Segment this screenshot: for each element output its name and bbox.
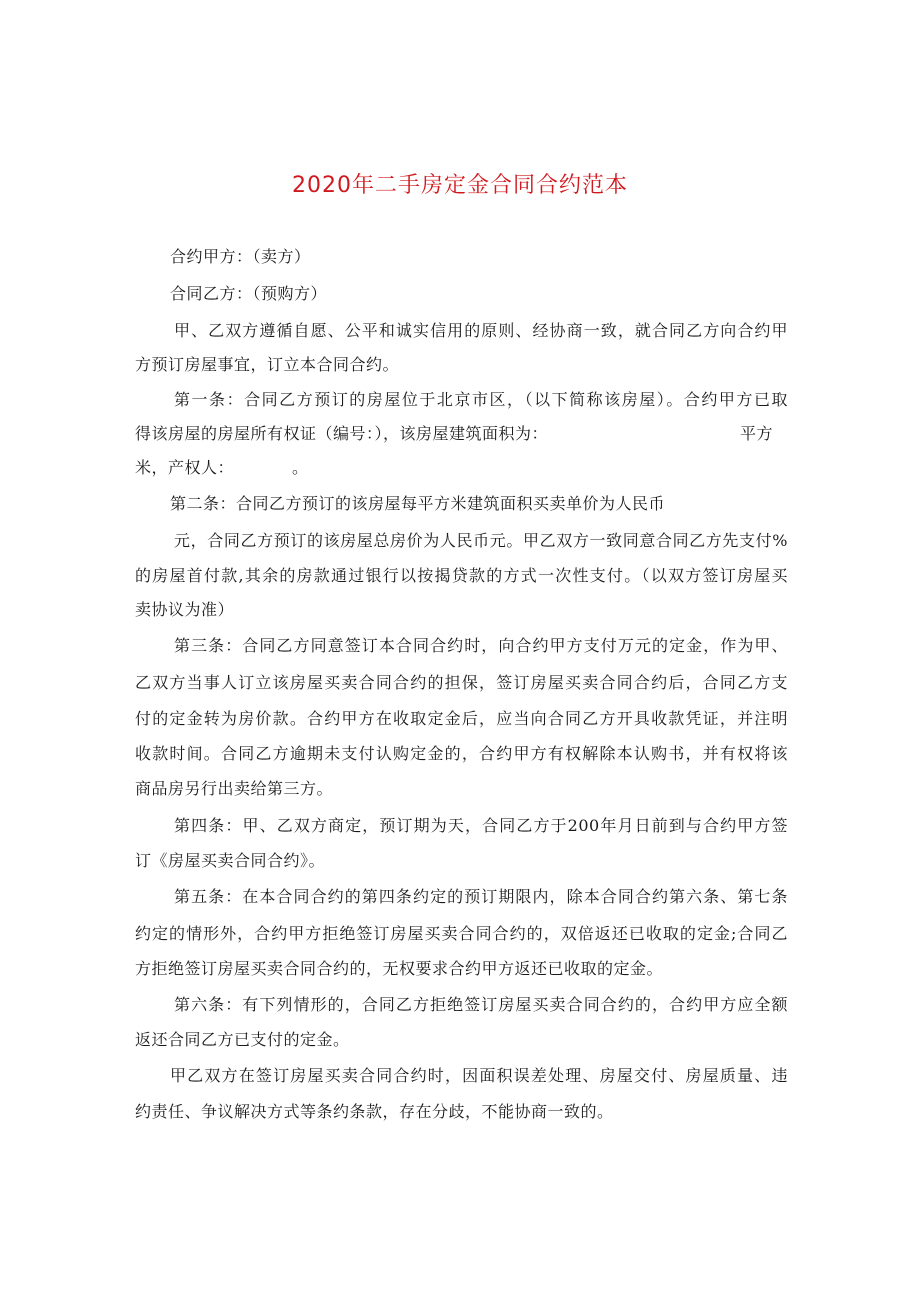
article-3-line-3: 付的定金转为房价款。合约甲方在收取定金后，应当向合同乙方开具收款凭证，并注明 <box>135 709 788 728</box>
article-2-line-1: 第二条：合同乙方预订的该房屋每平方米建筑面积买卖单价为人民币 <box>170 494 666 513</box>
article-3-line-1: 第三条：合同乙方同意签订本合同合约时，向合约甲方支付万元的定金，作为甲、 <box>174 636 788 655</box>
article-2-line-4: 卖协议为准） <box>135 600 235 619</box>
article-1-line-2: 得该房屋的房屋所有权证（编号：），该房屋建筑面积为： <box>135 424 549 443</box>
article-1-line-1: 第一条：合同乙方预订的房屋位于北京市区，（以下简称该房屋）。合约甲方已取 <box>174 390 788 409</box>
article-3-line-4: 收款时间。合同乙方逾期未支付认购定金的，合约甲方有权解除本认购书，并有权将该 <box>135 744 788 763</box>
article-5-line-1: 第五条：在本合同合约的第四条约定的预订期限内，除本合同合约第六条、第七条 <box>174 887 788 906</box>
article-4-line-2: 订《房屋买卖合同合约》。 <box>135 851 326 870</box>
article-2-line-3: 的房屋首付款,其余的房款通过银行以按揭贷款的方式一次性支付。（以双方签订房屋买 <box>135 566 788 585</box>
party-a-line: 合约甲方：（卖方） <box>170 247 311 266</box>
article-5-line-3: 方拒绝签订房屋买卖合同合约的，无权要求合约甲方返还已收取的定金。 <box>135 959 664 978</box>
article-6-line-1: 第六条：有下列情形的，合同乙方拒绝签订房屋买卖合同合约的，合约甲方应全额 <box>174 995 788 1014</box>
article-1-line-3: 米，产权人： <box>135 458 235 477</box>
document-title: 2020年二手房定金合同合约范本 <box>292 173 628 198</box>
preamble-line-1: 甲、乙双方遵循自愿、公平和诚实信用的原则、经协商一致，就合同乙方向合约甲 <box>174 321 788 340</box>
preamble-line-2: 方预订房屋事宜，订立本合同合约。 <box>135 355 400 374</box>
closing-line-1: 甲乙双方在签订房屋买卖合同合约时，因面积误差处理、房屋交付、房屋质量、违 <box>170 1066 788 1085</box>
article-6-line-2: 返还合同乙方已支付的定金。 <box>135 1030 350 1049</box>
article-4-line-1: 第四条：甲、乙双方商定，预订期为天，合同乙方于200年月日前到与合约甲方签 <box>174 816 788 835</box>
closing-line-2: 约责任、争议解决方式等条约条款，存在分歧，不能协商一致的。 <box>135 1102 614 1121</box>
article-3-line-5: 商品房另行出卖给第三方。 <box>135 779 334 798</box>
article-5-line-2: 约定的情形外，合约甲方拒绝签订房屋买卖合同合约的，双倍返还已收取的定金;合同乙 <box>135 924 788 943</box>
article-1-area-unit: 平方 <box>740 424 774 443</box>
article-2-line-2: 元，合同乙方预订的该房屋总房价为人民币元。甲乙双方一致同意合同乙方先支付% <box>174 531 788 550</box>
article-1-line-3-end: 。 <box>292 458 309 477</box>
article-3-line-2: 乙双方当事人订立该房屋买卖合同合约的担保，签订房屋买卖合同合约后，合同乙方支 <box>135 673 788 692</box>
party-b-line: 合同乙方：（预购方） <box>170 284 328 303</box>
